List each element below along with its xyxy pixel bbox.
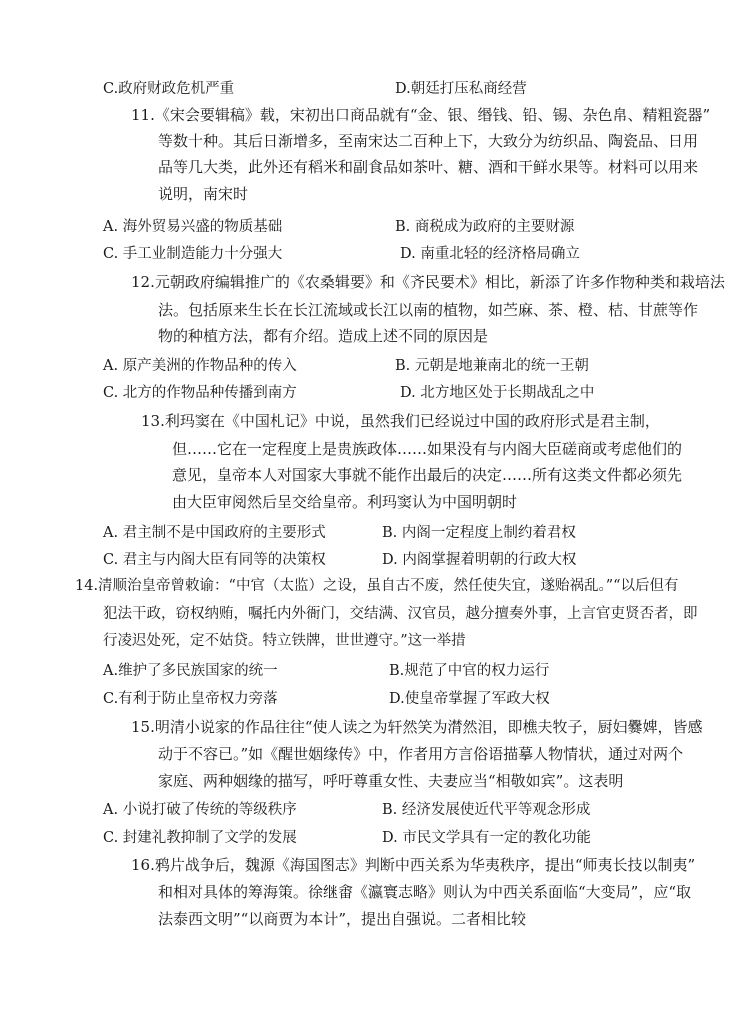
q11-option-a: A. 海外贸易兴盛的物质基础	[103, 219, 283, 235]
q15-line-2: 动于不容已。”如《醒世姻缘传》中，作者用方言俗语描摹人物情状，通过对两个	[158, 745, 684, 763]
q14-line-2: 犯法干政，窃权纳贿，嘱托内外衙门，交结满、汉官员，越分擅奏外事，上言官吏贤否者，即	[103, 606, 698, 622]
q15-line-1: 15.明清小说家的作品往往“使人读之为轩然笑为潸然泪，即樵夫牧子，厨妇爨婢，皆感	[131, 718, 703, 736]
q16-line-2: 和相对具体的筹海策。徐继畬《瀛寰志略》则认为中西关系面临“大变局”，应“取	[158, 883, 692, 901]
q13-line-1: 13.利玛窦在《中国札记》中说，虽然我们已经说过中国的政府形式是君主制，	[141, 412, 660, 430]
q14-option-b: B.规范了中官的权力运行	[389, 663, 550, 679]
q12-line-3: 物的种植方法，都有介绍。造成上述不同的原因是	[158, 327, 489, 345]
q15-option-d: D. 市民文学具有一定的教化功能	[382, 830, 591, 846]
q12-option-b: B. 元朝是地兼南北的统一王朝	[395, 358, 589, 374]
q13-option-d: D. 内阁掌握着明朝的行政大权	[382, 552, 577, 568]
q14-option-a: A.维护了多民族国家的统一	[103, 663, 278, 679]
q12-option-d: D. 北方地区处于长期战乱之中	[400, 385, 595, 401]
q11-line-3: 品等几大类，此外还有稻米和副食品如茶叶、糖、酒和干鲜水果等。材料可以用来	[158, 158, 699, 176]
q13-option-b: B. 内阁一定程度上制约着君权	[382, 525, 576, 541]
q14-line-3: 行凌迟处死，定不姑贷。特立铁牌，世世遵守。”这一举措	[103, 633, 466, 649]
q11-line-1: 11.《宋会要辑稿》载，宋初出口商品就有“金、银、缗钱、铅、锡、杂色帛、精粗瓷器”	[131, 106, 711, 124]
q15-option-c: C. 封建礼教抑制了文学的发展	[103, 830, 297, 846]
q13-line-2: 但……它在一定程度上是贵族政体……如果没有与内阁大臣磋商或考虑他们的	[172, 440, 683, 458]
q16-line-3: 法泰西文明”“以商贾为本计”，提出自强说。二者相比较	[158, 910, 527, 928]
q11-line-2: 等数十种。其后日渐增多，至南宋达二百种上下，大致分为纺织品、陶瓷品、日用	[158, 132, 699, 150]
q12-line-2: 法。包括原来生长在长江流域或长江以南的植物，如苎麻、茶、橙、桔、甘蔗等作	[158, 301, 699, 319]
q11-option-b: B. 商税成为政府的主要财源	[395, 219, 575, 235]
q11-option-d: D. 南重北轻的经济格局确立	[400, 246, 580, 262]
q15-option-b: B. 经济发展使近代平等观念形成	[382, 802, 591, 818]
q12-option-a: A. 原产美洲的作物品种的传入	[103, 358, 297, 374]
q11-option-c: C. 手工业制造能力十分强大	[103, 246, 283, 262]
q15-option-a: A. 小说打破了传统的等级秩序	[103, 802, 297, 818]
option-c-prev: C.政府财政危机严重	[103, 81, 235, 97]
q15-line-3: 家庭、两种姻缘的描写，呼吁尊重女性、夫妻应当“相敬如宾”。这表明	[158, 772, 624, 790]
option-d-prev: D.朝廷打压私商经营	[395, 81, 527, 97]
q13-option-c: C. 君主与内阁大臣有同等的决策权	[103, 552, 326, 568]
q11-line-4: 说明，南宋时	[158, 185, 249, 203]
q16-line-1: 16.鸦片战争后，魏源《海国图志》判断中西关系为华夷秩序，提出“师夷长技以制夷”	[131, 856, 696, 874]
q13-option-a: A. 君主制不是中国政府的主要形式	[103, 525, 326, 541]
q14-option-d: D.使皇帝掌握了军政大权	[389, 691, 550, 707]
q13-line-3: 意见，皇帝本人对国家大事就不能作出最后的决定……所有这类文件都必须先	[172, 466, 683, 484]
q14-option-c: C.有利于防止皇帝权力旁落	[103, 691, 278, 707]
q13-line-4: 由大臣审阅然后呈交给皇帝。利玛窦认为中国明朝时	[172, 493, 518, 511]
q12-line-1: 12.元朝政府编辑推广的《农桑辑要》和《齐民要术》相比，新添了许多作物种类和栽培法	[131, 273, 725, 291]
q14-line-1: 14.清顺治皇帝曾敕谕：“中官（太监）之设，虽自古不废，然任使失宜，遂贻祸乱。”“以后但有	[75, 578, 679, 594]
q12-option-c: C. 北方的作物品种传播到南方	[103, 385, 297, 401]
